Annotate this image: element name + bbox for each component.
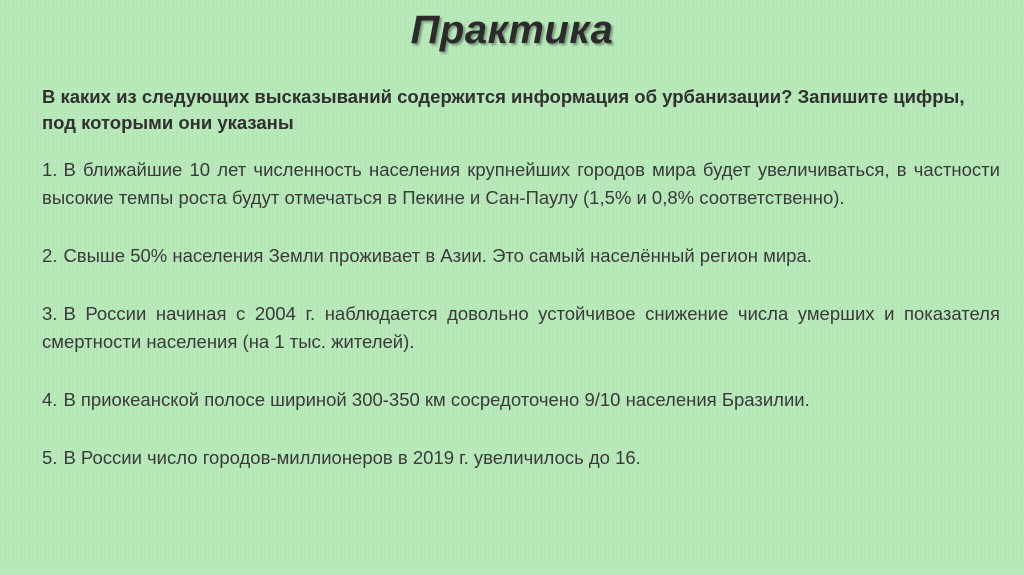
statement-1: [42, 156, 1000, 212]
statement-number: 3.: [42, 303, 58, 324]
statement-text: В России начиная с 2004 г. наблюдается довольно устойчивое снижение числа умерших и показателя смертности населения (на 1 тыс. жителей).: [42, 303, 1000, 352]
statement-text: Свыше 50% населения Земли проживает в Азии. Это самый населённый регион мира.: [63, 245, 812, 266]
statement-number: 5.: [42, 447, 58, 468]
statement-number: 4.: [42, 389, 58, 410]
statement-2: [42, 242, 1000, 270]
slide-title: Практика: [410, 8, 614, 52]
statement-text: В России число городов-миллионеров в 2019 г. увеличилось до 16.: [63, 447, 641, 468]
slide-content: [42, 84, 1000, 472]
statement-text: В приокеанской полосе шириной 300-350 км сосредоточено 9/10 населения Бразилии.: [63, 389, 810, 410]
statement-4: [42, 386, 1000, 414]
statement-5: [42, 444, 1000, 472]
question-text: В каких из следующих высказываний содержится информация об урбанизации? Запишите цифры, под которыми они указаны: [42, 86, 965, 133]
statement-3: [42, 300, 1000, 356]
statement-number: 1.: [42, 159, 58, 180]
statement-text: В ближайшие 10 лет численность населения крупнейших городов мира будет увеличиваться, в частности высокие темпы роста будут отмечаться в Пекине и Сан-Паулу (1,5% и 0,8% соответственно).: [42, 159, 1000, 208]
statement-number: 2.: [42, 245, 58, 266]
